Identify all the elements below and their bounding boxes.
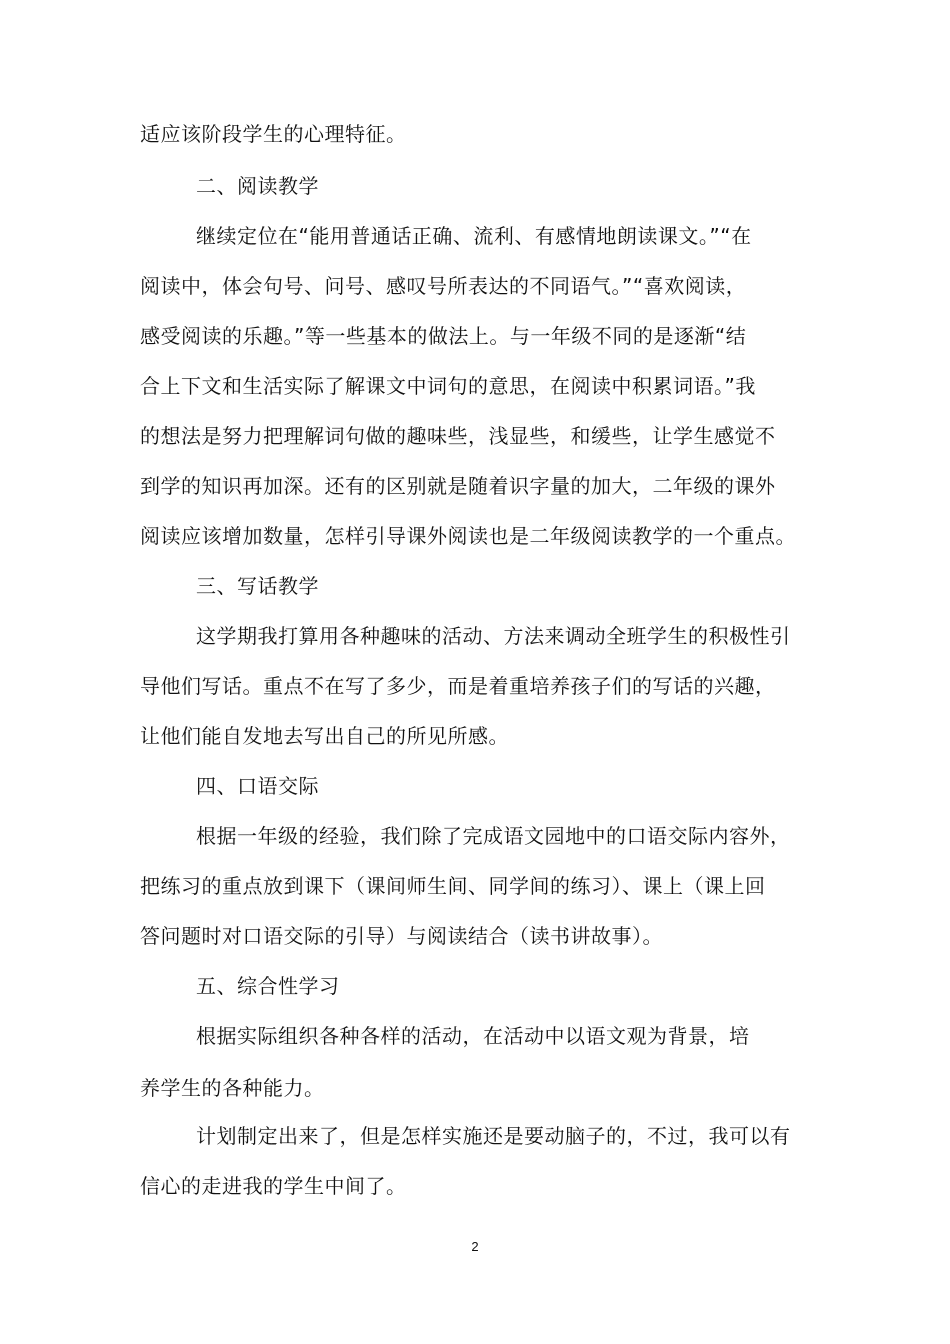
paragraph-line: 把练习的重点放到课下（课间师生间、同学间的练习）、课上（课上回 bbox=[140, 874, 766, 898]
paragraph-line: 感受阅读的乐趣。”等一些基本的做法上。与一年级不同的是逐渐“结 bbox=[140, 324, 747, 348]
paragraph-line: 根据一年级的经验，我们除了完成语文园地中的口语交际内容外， bbox=[196, 824, 791, 848]
paragraph-line: 阅读中，体会句号、问号、感叹号所表达的不同语气。”“喜欢阅读， bbox=[140, 274, 747, 298]
paragraph-line: 答问题时对口语交际的引导）与阅读结合（读书讲故事）。 bbox=[140, 924, 663, 948]
paragraph-line: 到学的知识再加深。还有的区别就是随着识字量的加大，二年级的课外 bbox=[140, 474, 776, 498]
paragraph-line: 信心的走进我的学生中间了。 bbox=[140, 1174, 407, 1198]
paragraph-line: 的想法是努力把理解词句做的趣味些，浅显些，和缓些，让学生感觉不 bbox=[140, 424, 776, 448]
section-heading-reading: 二、阅读教学 bbox=[196, 174, 319, 198]
paragraph-line: 计划制定出来了，但是怎样实施还是要动脑子的，不过，我可以有 bbox=[196, 1124, 791, 1148]
section-heading-writing: 三、写话教学 bbox=[196, 574, 319, 598]
paragraph-line: 继续定位在“能用普通话正确、流利、有感情地朗读课文。”“在 bbox=[196, 224, 752, 248]
section-heading-comprehensive: 五、综合性学习 bbox=[196, 974, 340, 998]
paragraph-line: 合上下文和生活实际了解课文中词句的意思，在阅读中积累词语。”我 bbox=[140, 374, 756, 398]
paragraph-line: 这学期我打算用各种趣味的活动、方法来调动全班学生的积极性引 bbox=[196, 624, 791, 648]
paragraph-line: 适应该阶段学生的心理特征。 bbox=[140, 122, 407, 146]
paragraph-line: 导他们写话。重点不在写了多少，而是着重培养孩子们的写话的兴趣， bbox=[140, 674, 776, 698]
section-heading-oral: 四、口语交际 bbox=[196, 774, 319, 798]
paragraph-line: 根据实际组织各种各样的活动，在活动中以语文观为背景，培 bbox=[196, 1024, 750, 1048]
paragraph-line: 阅读应该增加数量，怎样引导课外阅读也是二年级阅读教学的一个重点。 bbox=[140, 524, 796, 548]
paragraph-line: 养学生的各种能力。 bbox=[140, 1076, 325, 1100]
paragraph-line: 让他们能自发地去写出自己的所见所感。 bbox=[140, 724, 509, 748]
page-number: 2 bbox=[471, 1239, 479, 1254]
